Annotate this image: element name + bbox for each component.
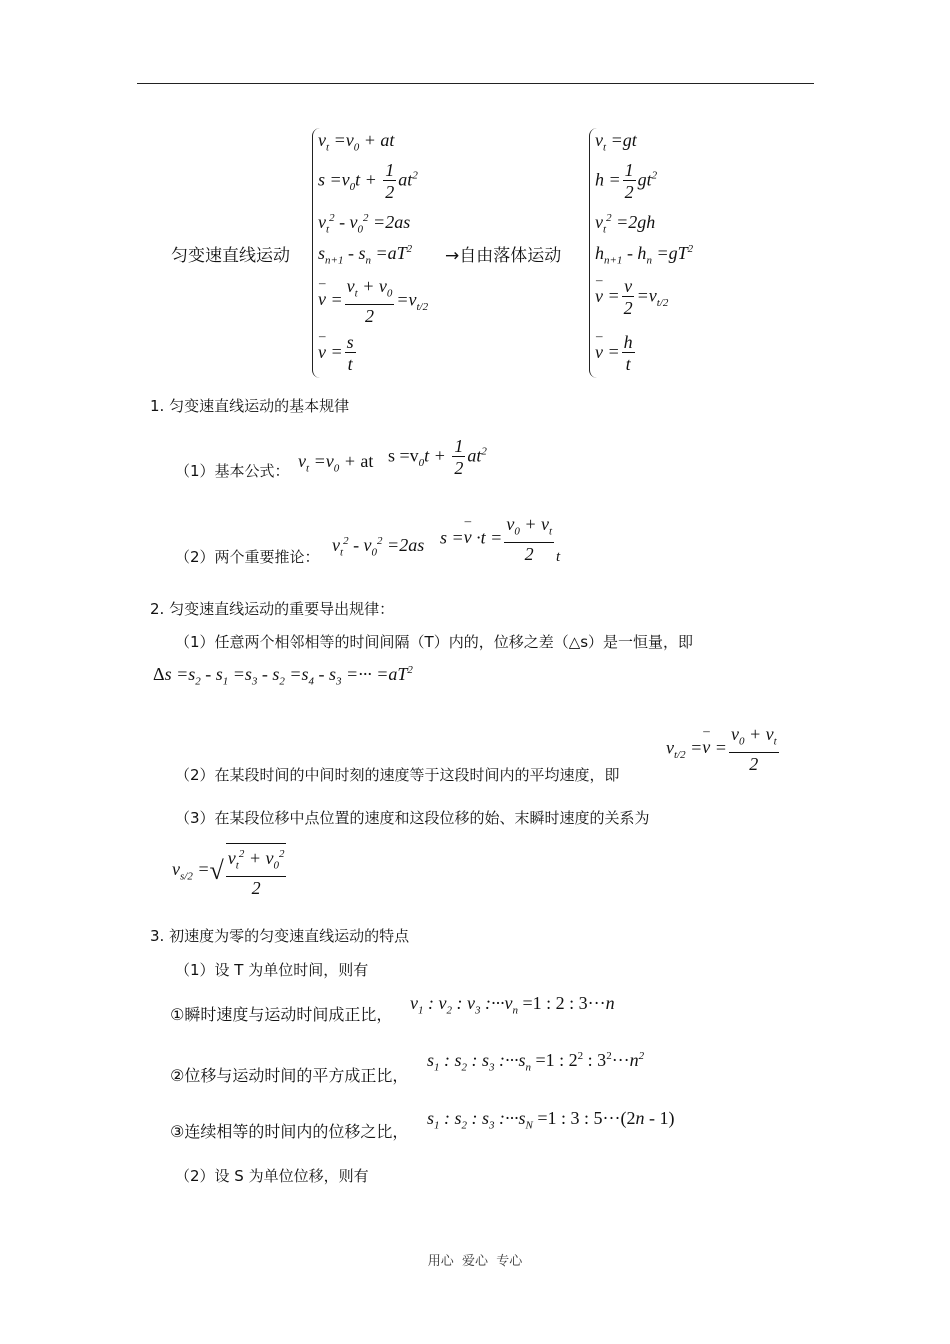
section-3-item-1: （1）设 T 为单位时间，则有 <box>175 961 369 979</box>
right-formula-1: $v_t =gt$ <box>595 130 637 154</box>
right-formula-4: $h_{n+1} - h_n =gT^2$ <box>595 243 694 267</box>
section-2-item-3: （3）在某段位移中点位置的速度和这段位移的始、末瞬时速度的关系为 <box>175 809 650 827</box>
section-2-item-1: （1）任意两个相邻相等的时间间隔（T）内的，位移之差（△s）是一恒量，即 <box>175 633 694 651</box>
ratio-2-label: ②位移与运动时间的平方成正比， <box>170 1066 409 1085</box>
section-2-title: 2. 匀变速直线运动的重要导出规律： <box>150 600 395 618</box>
left-formula-6: – v = $\frac{s}{t}$ <box>318 332 358 375</box>
section-3-title: 3. 初速度为零的匀变速直线运动的特点 <box>150 927 410 945</box>
formula-delta-s: $\Delta s =s_2 - s_1 =s_3 - s_2 =s_4 - s_3$ =··· $=aT^2$ <box>153 664 413 688</box>
right-formula-2: h = $\frac{1}{2}$ $gt^2$ <box>595 160 658 202</box>
right-formula-6: – v = $\frac{h}{t}$ <box>595 332 637 375</box>
page-footer: 用心 爱心 专心 <box>427 1254 523 1269</box>
left-formula-5: – v = $\frac{v_t + v_0}{2}$ $=v_{t/2}$ <box>318 276 428 327</box>
ratio-1-formula: $v_1$ : $v_2$ : $v_3$ $:\cdot\cdot\cdot v_n =1$ : 2 : 3···n <box>410 993 615 1017</box>
formula-inference-2: s =– v ·t = $\frac{v_0 + v_t}{2}$ $_t$ <box>440 514 560 565</box>
header-rule <box>137 83 814 84</box>
summary-arrow-label: →自由落体运动 <box>445 246 562 266</box>
right-formula-3: $v_t^2 =2gh$ <box>595 212 656 236</box>
summary-left-label: 匀变速直线运动 <box>171 246 290 266</box>
left-formula-4: $s_{n+1} - s_n =aT^2$ <box>318 243 413 267</box>
section-2-item-2: （2）在某段时间的中间时刻的速度等于这段时间内的平均速度，即 <box>175 766 620 784</box>
section-3-item-2: （2）设 S 为单位位移，则有 <box>175 1167 369 1185</box>
left-formula-1: $v_t =v_0$ + at <box>318 130 395 154</box>
formula-s: $s =v_0t$ + $\frac{1}{2}$ $at^2$ <box>388 436 487 478</box>
ratio-3-formula: $s_1$ : $s_2$ : $s_3$ $:\cdot\cdot\cdot s_N =1$ : 3 : 5···(2n - 1) <box>427 1108 675 1132</box>
section-1-item-2: （2）两个重要推论： <box>175 548 320 566</box>
left-formula-3: $v_t^2 - v_0^2 =2as$ <box>318 212 411 236</box>
formula-inference-1: $v_t^2 - v_0^2 =2as$ <box>332 535 425 559</box>
right-formula-5: – v = $\frac{v}{2}$ $=v_{t/2}$ <box>595 276 668 319</box>
ratio-1-label: ①瞬时速度与运动时间成正比， <box>170 1005 393 1024</box>
formula-mid-position: $v_{s/2}$ =√ $\frac{v_t^2 + v_0^2}{2}$ <box>172 843 288 899</box>
section-1-title: 1. 匀变速直线运动的基本规律 <box>150 397 350 415</box>
section-1-item-1: （1）基本公式： <box>175 462 290 480</box>
ratio-3-label: ③连续相等的时间内的位移之比， <box>170 1122 409 1141</box>
ratio-2-formula: $s_1$ : $s_2$ : $s_3$ $:\cdot\cdot\cdot s_n =1$ : $2^2$ : $3^2\cdot\cdot\cdot n^2$ <box>427 1050 645 1074</box>
formula-mid-time: $v_{t/2} =- v$ = $\frac{v_0 + v_t}{2}$ <box>666 724 781 775</box>
left-formula-2: $s =v_0t$ + $\frac{1}{2}$ $at^2$ <box>318 160 418 202</box>
formula-vt: $v_t =v_0$ + at <box>298 451 374 475</box>
